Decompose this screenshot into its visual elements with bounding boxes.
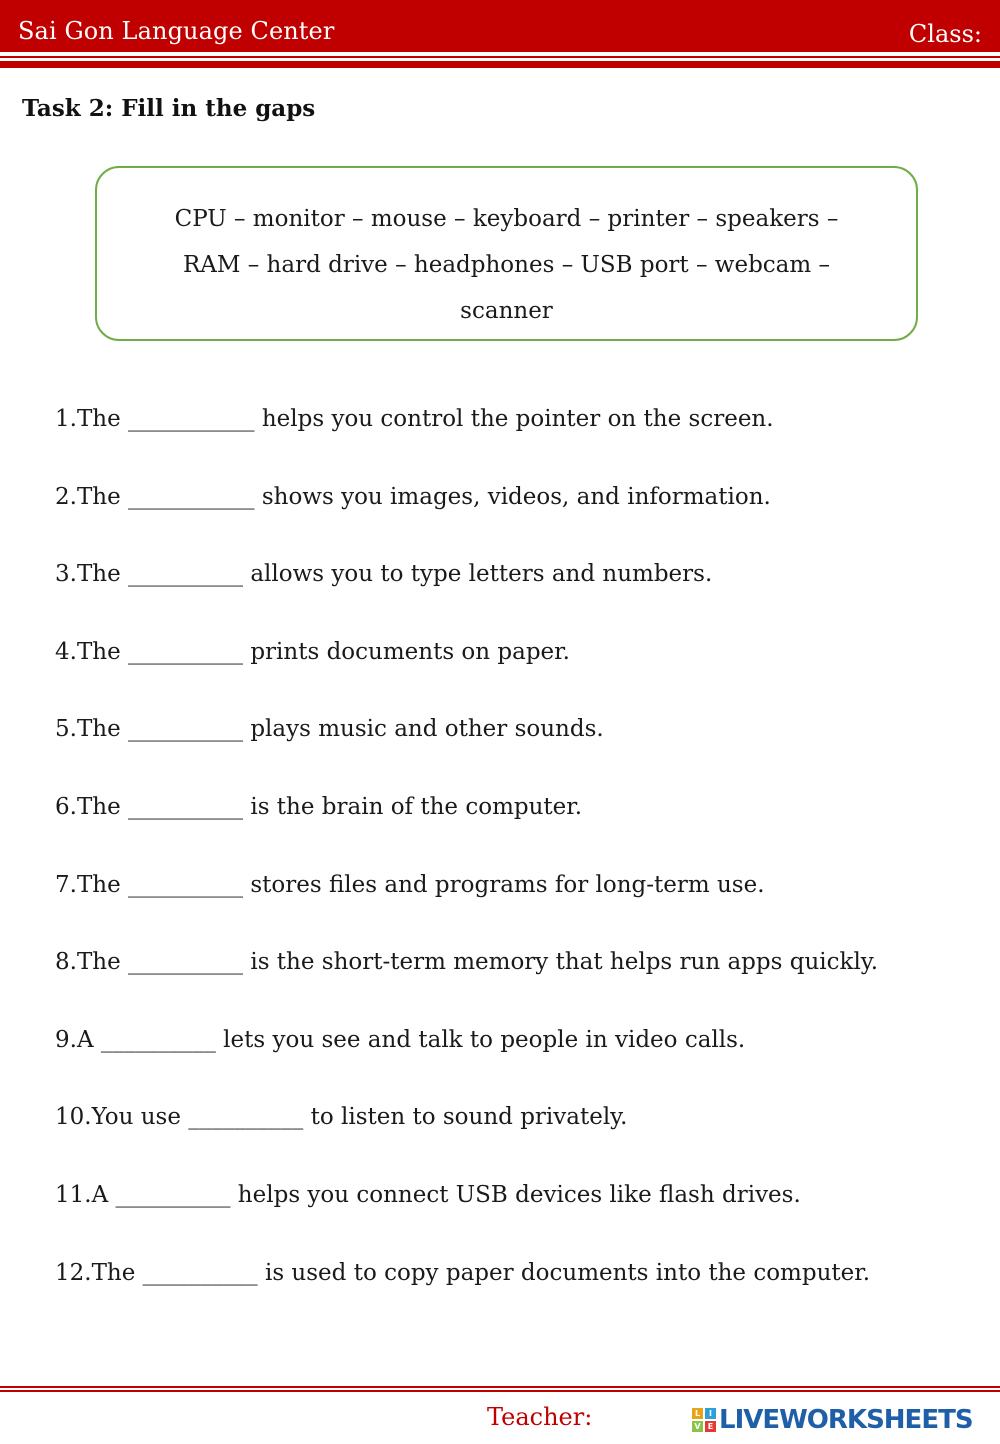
question-12: 12.The __________ is used to copy paper documents into the computer.	[55, 1259, 871, 1286]
word-bank-line: CPU – monitor – mouse – keyboard – printer – speakers –	[174, 206, 839, 232]
logo-square: E	[705, 1421, 716, 1432]
center-name: Sai Gon Language Center	[18, 17, 335, 45]
question-2: 2.The ___________ shows you images, videos, and information.	[55, 483, 771, 510]
question-9: 9.A __________ lets you see and talk to people in video calls.	[55, 1026, 746, 1053]
footer-divider	[0, 1386, 1000, 1392]
logo-square: V	[692, 1421, 703, 1432]
question-6: 6.The __________ is the brain of the computer.	[55, 793, 583, 820]
task-title: Task 2: Fill in the gaps	[22, 95, 316, 122]
question-3: 3.The __________ allows you to type letters and numbers.	[55, 561, 713, 588]
word-bank-line: RAM – hard drive – headphones – USB port – webcam –	[182, 252, 831, 278]
word-bank-line: scanner	[460, 298, 553, 324]
question-list	[55, 396, 995, 1327]
logo-square: L	[692, 1408, 703, 1419]
logo-square: I	[705, 1408, 716, 1419]
liveworksheets-logo[interactable]	[692, 1405, 973, 1435]
teacher-label: Teacher:	[487, 1403, 593, 1431]
header-bar	[0, 0, 1000, 52]
question-10: 10.You use __________ to listen to sound privately.	[55, 1104, 628, 1131]
question-5: 5.The __________ plays music and other sounds.	[55, 716, 604, 743]
question-4: 4.The __________ prints documents on paper.	[55, 638, 570, 665]
word-bank	[95, 166, 918, 341]
question-7: 7.The __________ stores files and programs for long-term use.	[55, 871, 765, 898]
question-11: 11.A __________ helps you connect USB devices like flash drives.	[55, 1181, 801, 1208]
question-8: 8.The __________ is the short-term memory that helps run apps quickly.	[55, 949, 879, 976]
header-divider	[0, 56, 1000, 68]
class-label: Class:	[908, 20, 982, 48]
logo-text: LIVEWORKSHEETS	[719, 1405, 973, 1435]
question-1: 1.The ___________ helps you control the pointer on the screen.	[55, 406, 774, 432]
logo-mark-icon	[692, 1408, 716, 1432]
